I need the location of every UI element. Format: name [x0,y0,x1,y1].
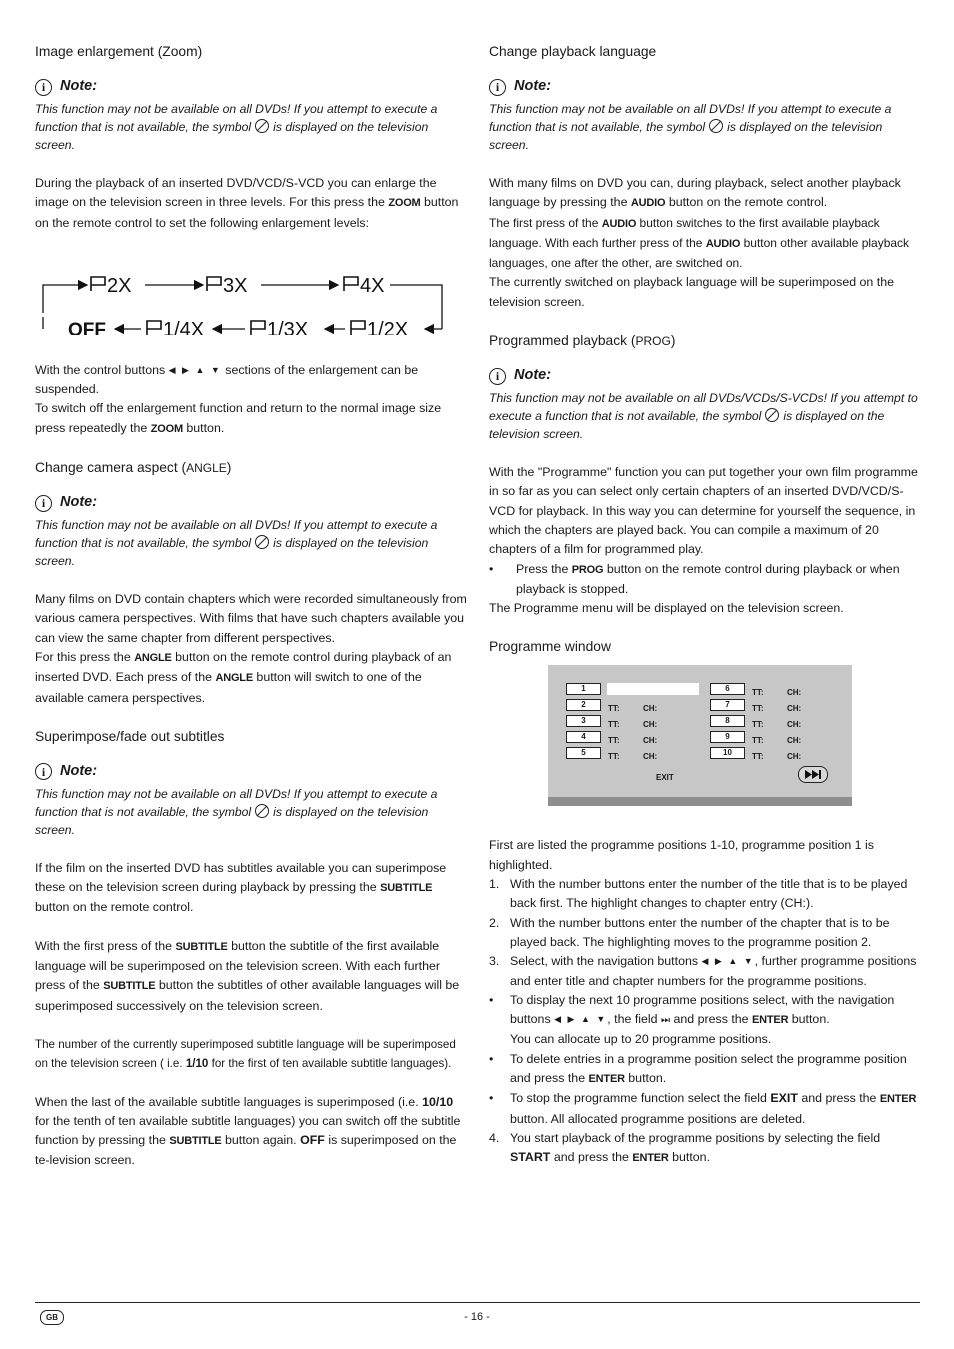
prog-note [489,365,921,443]
zoom-glyph-icon [251,321,265,335]
note-title: Note: [514,78,552,95]
page-number: - 16 - [464,1311,490,1323]
note-text: This function may not be available on all DVDs! If you attempt to execute a function that is not available, the symbol is displayed on the television screen. [35,102,438,152]
chapter-entry-label[interactable]: CH: [787,688,802,698]
zoom-para-1: During the playback of an inserted DVD/VCD/S-VCD you can enlarge the image on the television screen in three levels. For this press the ZOOM button on the remote control to set the following enlargement levels: [35,176,459,230]
title-entry-label[interactable]: TT: [752,736,764,746]
programme-window-heading: Programme window [489,639,611,655]
subtitle-para-2: With the first press of the SUBTITLE button the subtitle of the first available language will be superimposed on the television screen. With each further press of the SUBTITLE button the subtitles of other available languages will be superimposed successively on the television screen. [35,938,460,1013]
note-title: Note: [60,763,98,780]
next-page-button[interactable] [798,766,828,783]
angle-para-2: For this press the ANGLE button on the remote control during playback of an inserted DVD. Each press of the ANGLE button will switch to one of the available camera perspectives. [35,649,452,705]
programme-position-number[interactable]: 5 [566,747,601,759]
programme-position-number[interactable]: 10 [710,747,745,759]
language-note [489,76,921,154]
zoom-glyph-icon [147,321,161,335]
chapter-entry-label[interactable]: CH: [787,704,802,714]
chapter-entry-label[interactable]: CH: [643,752,658,762]
programme-window-section [489,637,921,806]
programme-position-number[interactable]: 7 [710,699,745,711]
step-item: 4. You start playback of the programme positions by selecting the field START and press the ENTER button. [489,1130,881,1165]
title-entry-label[interactable]: TT: [752,704,764,714]
chapter-entry-label[interactable]: CH: [787,752,802,762]
programme-position-number[interactable]: 3 [566,715,601,727]
title-entry-label[interactable]: TT: [608,736,620,746]
programme-position-number[interactable]: 4 [566,731,601,743]
title-entry-label[interactable]: TT: [752,688,764,698]
zoom-level-label: 1/4X [163,318,205,335]
note-text: This function may not be available on all DVDs! If you attempt to execute a function that is not available, the symbol is displayed on the television screen. [489,102,892,152]
angle-heading: Change camera aspect (ANGLE) [35,460,232,476]
subtitle-para-3: The number of the currently superimposed subtitle language will be superimposed on the television screen ( i.e. 1/10 for the first of ten available subtitle languages). [35,1037,456,1071]
prog-section [489,331,921,618]
info-icon: i [489,79,506,96]
zoom-level-label: 1/2X [367,318,409,335]
zoom-level-label: 3X [223,274,248,297]
programme-position-number[interactable]: 1 [566,683,601,695]
step-item: 2. With the number buttons enter the number of the chapter that is to be played back. The highlighting moves to the programme position 2. [489,915,890,949]
note-title: Note: [60,494,98,511]
zoom-level-label: OFF [68,319,106,335]
language-section [489,42,921,312]
language-badge: GB [40,1310,64,1325]
info-icon: i [35,763,52,780]
angle-para-1: Many films on DVD contain chapters which were recorded simultaneously from various camera perspectives. With films that have such chapters available you can view the same chapter from different perspectives. [35,592,467,645]
info-icon: i [489,368,506,385]
zoom-heading: Image enlargement (Zoom) [35,44,203,59]
step-bullet: • To display the next 10 programme positions select, with the navigation buttons ◀ ▶ ▲ ▼, the field ⏭ and press the ENTER button. You can allocate up to 20 programme positions. [489,992,895,1047]
chapter-entry-label[interactable]: CH: [787,720,802,730]
chapter-entry-label[interactable]: CH: [643,736,658,746]
subtitle-para-1: If the film on the inserted DVD has subtitles available you can superimpose these on the television screen during playback by pressing the SUBTITLE button on the remote control. [35,860,447,915]
step-item: 3. Select, with the navigation buttons ◀ ▶ ▲ ▼, further programme positions and enter title and chapter numbers for the programme positions. [489,954,917,988]
zoom-glyph-icon [351,321,365,335]
zoom-para-2: With the control buttons ◀ ▶ ▲ ▼ sections of the enlargement can be suspended. [35,362,419,397]
language-heading: Change playback language [489,44,657,59]
info-icon: i [35,495,52,512]
zoom-level-label: 2X [107,274,132,297]
zoom-glyph-icon [207,277,221,291]
info-icon: i [35,79,52,96]
prog-para-2: The Programme menu will be displayed on the television screen. [489,601,844,616]
language-para-3: The currently switched on playback language will be superimposed on the television screen. [489,275,894,309]
subtitle-section [35,727,467,1171]
fast-forward-icon [799,767,827,782]
zoom-section [35,42,467,439]
chapter-entry-label[interactable]: CH: [643,720,658,730]
zoom-level-label: 4X [360,274,385,297]
zoom-glyph-icon [91,277,105,291]
title-entry-label[interactable]: TT: [608,720,620,730]
subtitle-para-4: When the last of the available subtitle languages is superimposed (i.e. 10/10 for the tenth of ten available subtitle languages) you can switch off the subtitle function by pressing the SUBTITLE button again. OFF is superimposed on the te-levision screen. [35,1094,461,1168]
prog-heading: Programmed playback (PROG) [489,333,676,349]
angle-note [35,492,467,570]
prohibited-symbol-icon [255,535,269,549]
programme-position-number[interactable]: 9 [710,731,745,743]
right-column [489,42,921,1169]
steps-list [489,875,921,1168]
note-text: This function may not be available on all DVDs/VCDs/S-VCDs! If you attempt to execute a function that is not available, the symbol is displayed on the television screen. [489,391,918,442]
note-text: This function may not be available on all DVDs! If you attempt to execute a function that is not available, the symbol is displayed on the television screen. [35,518,438,569]
chapter-entry-label[interactable]: CH: [643,704,658,714]
angle-section [35,458,467,708]
zoom-glyph-icon [344,277,358,291]
prohibited-symbol-icon [255,119,269,133]
title-entry-label[interactable]: TT: [752,752,764,762]
title-entry-label[interactable]: TT: [608,704,620,714]
left-column [35,42,467,1189]
programme-steps-section [489,836,921,1168]
language-para-1: With many films on DVD you can, during playback, select another playback language by pressing the AUDIO button on the remote control. [489,176,901,210]
exit-field[interactable]: EXIT [656,773,674,783]
note-text: This function may not be available on all DVDs! If you attempt to execute a function that is not available, the symbol is displayed on the television screen. [35,786,438,837]
subtitle-note [35,761,467,839]
navigation-arrows-icon: ◀ ▶ ▲ ▼ [701,956,755,967]
skip-forward-icon: ⏭ [661,1015,671,1027]
prohibited-symbol-icon [255,804,269,818]
navigation-arrows-icon: ◀ ▶ ▲ ▼ [168,364,222,375]
note-title: Note: [60,78,98,95]
prog-para-1: With the "Programme" function you can put together your own film programme in so far as you can select only certain chapters of an inserted DVD/VCD/S-VCD for playback. In this way you can determine for yourself the sequence, in which the chapters are played back. You can compile a maximum of 20 chapters of a film for programmed play. [489,465,918,557]
step-bullet: • To delete entries in a programme position select the programme position and press the ENTER button. [489,1051,907,1086]
step-item: 1. With the number buttons enter the number of the title that is to be played back first. The highlight changes to chapter entry (CH:). [489,877,908,911]
programme-window [548,665,852,806]
footer-rule [35,1302,920,1303]
programme-position-highlight [607,683,699,695]
chapter-entry-label[interactable]: CH: [787,736,802,746]
programme-position-number[interactable]: 6 [710,683,745,695]
zoom-para-3: To switch off the enlargement function and return to the normal image size press repeatedly the ZOOM button. [35,401,442,435]
programme-position-number[interactable]: 8 [710,715,745,727]
step-bullet: • To stop the programme function select the field EXIT and press the ENTER button. All allocated programme positions are deleted. [489,1091,917,1126]
language-para-2: The first press of the AUDIO button switches to the first available playback language. With each further press of the AUDIO button other available playback languages, one after the other, are switched on. [489,215,910,271]
navigation-arrows-icon: ◀ ▶ ▲ ▼ [554,1014,608,1025]
subtitle-heading: Superimpose/fade out subtitles [35,728,225,744]
note-title: Note: [514,367,552,384]
prohibited-symbol-icon [709,119,723,133]
steps-intro: First are listed the programme positions 1-10, programme position 1 is highlighted. [489,838,874,872]
title-entry-label[interactable]: TT: [752,720,764,730]
zoom-levels-diagram [35,255,455,335]
programme-position-number[interactable]: 2 [566,699,601,711]
title-entry-label[interactable]: TT: [608,752,620,762]
prohibited-symbol-icon [765,408,779,422]
prog-bullet: • Press the PROG button on the remote control during playback or when playback is stopped. [489,561,900,596]
programme-window-status-bar [548,797,852,806]
zoom-note [35,76,467,154]
zoom-level-label: 1/3X [267,318,309,335]
